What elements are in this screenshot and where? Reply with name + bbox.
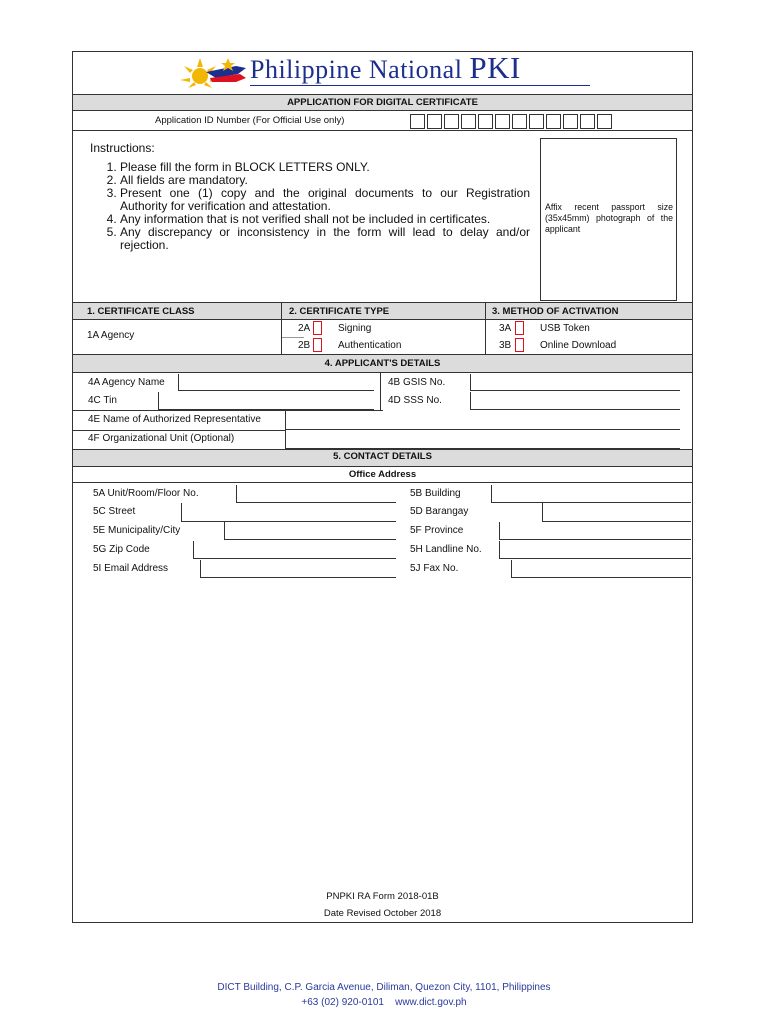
philippine-sun-logo-icon — [176, 54, 248, 90]
street-field[interactable] — [181, 503, 396, 522]
app-id-digit-box[interactable] — [546, 114, 561, 129]
rule — [73, 110, 692, 111]
rule — [73, 372, 692, 373]
app-id-digit-box[interactable] — [427, 114, 442, 129]
rule — [380, 373, 381, 411]
type-2a-code: 2A — [298, 323, 311, 334]
cert-type-header: 2. CERTIFICATE TYPE — [289, 306, 390, 317]
building-field[interactable] — [491, 485, 691, 503]
instructions-block: Instructions: 1. Please fill the form in BLOCK LETTERS ONLY. 2. All fields are mandatory. 3. Present one (1) copy and the original documents to our Registration Authority for verification and attestation. 4. Any information that is not verified shall not be included in certificates. 5. Any discrepancy or inconsistency in the form will lead to delay and/or rejection. — [90, 142, 530, 252]
unit-label: 5A Unit/Room/Floor No. — [93, 488, 199, 499]
rule — [73, 466, 692, 467]
app-id-digit-box[interactable] — [410, 114, 425, 129]
app-id-digit-box[interactable] — [563, 114, 578, 129]
rule — [282, 337, 304, 338]
act-3b-code: 3B — [499, 340, 512, 351]
act-3a-label: USB Token — [540, 323, 590, 334]
footer-contact — [0, 997, 768, 1008]
agency-name-field[interactable] — [178, 374, 374, 391]
app-id-digit-box[interactable] — [461, 114, 476, 129]
app-id-digit-box[interactable] — [478, 114, 493, 129]
gsis-label: 4B GSIS No. — [388, 377, 446, 388]
instruction-item: 3. Present one (1) copy and the original documents to our Registration Authority for verification and attestation. — [120, 187, 530, 213]
barangay-field[interactable] — [542, 503, 691, 522]
type-2b-code: 2B — [298, 340, 311, 351]
photo-box-text: Affix recent passport size (35x45mm) photograph of the applicant — [545, 202, 673, 234]
signing-checkbox[interactable] — [313, 321, 322, 335]
rule — [73, 130, 692, 131]
form-title: APPLICATION FOR DIGITAL CERTIFICATE — [287, 97, 478, 108]
app-id-digit-box[interactable] — [580, 114, 595, 129]
type-2b-label: Authentication — [338, 340, 402, 351]
province-field[interactable] — [499, 522, 691, 540]
rule — [485, 302, 486, 354]
rule — [73, 482, 692, 483]
landline-field[interactable] — [499, 541, 691, 559]
cert-class-value: 1A Agency — [87, 330, 135, 341]
act-3a-code: 3A — [499, 323, 512, 334]
rule — [73, 449, 692, 450]
app-id-digit-box[interactable] — [597, 114, 612, 129]
app-id-digit-box[interactable] — [495, 114, 510, 129]
email-label: 5I Email Address — [93, 563, 169, 574]
province-label: 5F Province — [410, 525, 464, 536]
app-id-digit-box[interactable] — [512, 114, 527, 129]
building-label: 5B Building — [410, 488, 461, 499]
instructions-list — [90, 161, 530, 252]
activation-header: 3. METHOD OF ACTIVATION — [492, 306, 619, 317]
app-id-label: Application ID Number (For Official Use only) — [155, 115, 345, 126]
landline-label: 5H Landline No. — [410, 544, 482, 555]
app-id-digit-box[interactable] — [444, 114, 459, 129]
cert-class-header: 1. CERTIFICATE CLASS — [87, 306, 195, 317]
sss-label: 4D SSS No. — [388, 395, 442, 406]
form-number: PNPKI RA Form 2018-01B — [326, 891, 439, 902]
gsis-field[interactable] — [470, 374, 680, 391]
municipality-label: 5E Municipality/City — [93, 525, 181, 536]
logo-underline — [250, 85, 590, 86]
unit-field[interactable] — [236, 485, 396, 503]
org-unit-label: 4F Organizational Unit (Optional) — [88, 433, 235, 444]
rule — [73, 319, 692, 320]
zip-field[interactable] — [193, 541, 396, 559]
instruction-item: 1. Please fill the form in BLOCK LETTERS ONLY. — [120, 161, 530, 174]
fax-label: 5J Fax No. — [410, 563, 459, 574]
date-revised: Date Revised October 2018 — [323, 908, 442, 919]
rule — [73, 430, 285, 431]
photo-box[interactable] — [540, 138, 677, 301]
authorized-rep-label: 4E Name of Authorized Representative — [88, 414, 261, 425]
instruction-item: 2. All fields are mandatory. — [120, 174, 530, 187]
applicant-header: 4. APPLICANT'S DETAILS — [324, 358, 441, 369]
authorized-rep-field[interactable] — [285, 411, 680, 430]
sss-field[interactable] — [470, 392, 680, 410]
footer-website-link[interactable]: www.dict.gov.ph — [395, 997, 467, 1008]
footer-address: DICT Building, C.P. Garcia Avenue, Diliman, Quezon City, 1101, Philippines — [217, 982, 551, 993]
app-id-digit-box[interactable] — [529, 114, 544, 129]
usb-token-checkbox[interactable] — [515, 321, 524, 335]
barangay-label: 5D Barangay — [410, 506, 469, 517]
contact-header: 5. CONTACT DETAILS — [333, 451, 432, 462]
instruction-item: 4. Any information that is not verified shall not be included in certificates. — [120, 213, 530, 226]
rule — [73, 354, 692, 355]
act-3b-label: Online Download — [540, 340, 617, 351]
rule — [73, 302, 692, 303]
org-unit-field[interactable] — [285, 430, 680, 449]
instruction-item: 5. Any discrepancy or inconsistency in the form will lead to delay and/or rejection. — [120, 226, 530, 252]
fax-field[interactable] — [511, 560, 691, 578]
instructions-heading: Instructions — [90, 141, 152, 155]
rule — [281, 302, 282, 354]
agency-name-label: 4A Agency Name — [88, 377, 165, 388]
tin-label: 4C Tin — [88, 395, 117, 406]
office-address-subheader: Office Address — [348, 469, 417, 480]
municipality-field[interactable] — [224, 522, 396, 540]
street-label: 5C Street — [93, 506, 136, 517]
logo-title: Philippine National PKI — [250, 50, 521, 85]
tin-field[interactable] — [158, 392, 374, 410]
online-download-checkbox[interactable] — [515, 338, 524, 352]
zip-label: 5G Zip Code — [93, 544, 150, 555]
type-2a-label: Signing — [338, 323, 372, 334]
email-field[interactable] — [200, 560, 396, 578]
rule — [73, 94, 692, 95]
footer-phone: +63 (02) 920-0101 — [301, 997, 384, 1008]
authentication-checkbox[interactable] — [313, 338, 322, 352]
